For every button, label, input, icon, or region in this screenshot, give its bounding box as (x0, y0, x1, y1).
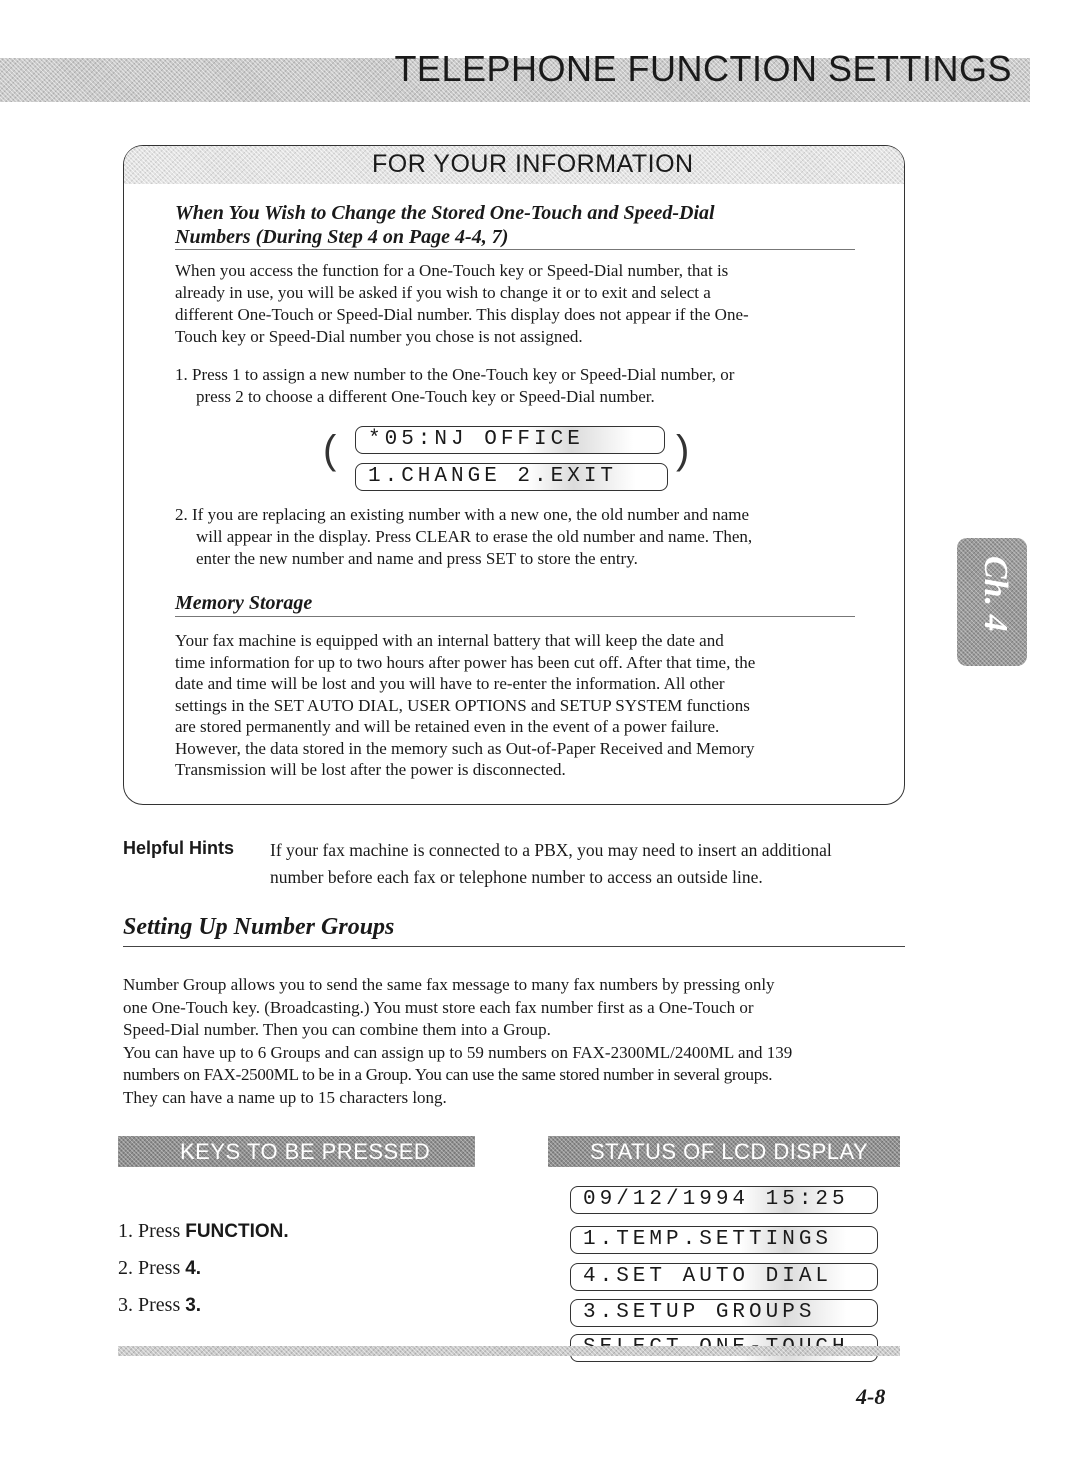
memory-text-line: date and time will be lost and you will have to re-enter the information. All other (175, 674, 725, 693)
key-step (118, 1294, 201, 1317)
lcd-status-line: 1.TEMP.SETTINGS (570, 1226, 878, 1254)
info-step2-line3: enter the new number and name and press SET to store the entry. (196, 549, 638, 568)
key-step-key: FUNCTION. (185, 1221, 289, 1242)
info-intro (175, 260, 857, 348)
chapter-tab-label: Ch. 4 (977, 556, 1014, 632)
info-step2-line2: will appear in the display. Press CLEAR to erase the old number and name. Then, (196, 527, 753, 546)
section-title: Setting Up Number Groups (123, 914, 395, 940)
info-step1-line1: 1. Press 1 to assign a new number to the One-Touch key or Speed-Dial number, or (175, 365, 735, 384)
key-step-text: Press (138, 1257, 181, 1279)
section-body-line: Number Group allows you to send the same fax message to many fax numbers by pressing only (123, 975, 775, 994)
memory-text-line: are stored permanently and will be retained even in the event of a power failure. (175, 717, 720, 736)
info-heading-line1: When You Wish to Change the Stored One-Touch and Speed-Dial (175, 202, 715, 224)
memory-heading: Memory Storage (175, 592, 313, 614)
section-body-line: one One-Touch key. (Broadcasting.) You must store each fax number first as a One-Touch or (123, 997, 754, 1017)
lcd-left-bracket: ( (323, 428, 337, 472)
lcd-status-line: 09/12/1994 15:25 (570, 1186, 878, 1214)
section-body (123, 974, 907, 1109)
lcd-right-bracket: ) (676, 428, 690, 472)
memory-text-line: Your fax machine is equipped with an internal battery that will keep the date and (175, 631, 724, 650)
key-step-text: Press (138, 1294, 181, 1316)
info-step2-line1: 2. If you are replacing an existing number with a new one, the old number and name (175, 505, 750, 524)
keys-header: KEYS TO BE PRESSED (118, 1136, 475, 1167)
info-step1-line2: press 2 to choose a different One-Touch key or Speed-Dial number. (196, 387, 655, 406)
section-body-line: Speed-Dial number. Then you can combine them into a Group. (123, 1020, 551, 1039)
lcd-line: 1.CHANGE 2.EXIT (355, 463, 668, 491)
helpful-hints-line2: number before each fax or telephone number to access an outside line. (270, 867, 763, 887)
info-intro-line: When you access the function for a One-Touch key or Speed-Dial number, that is (175, 261, 729, 280)
info-intro-line: already in use, you will be asked if you wish to change it or to exit and select a (175, 283, 711, 302)
helpful-hints-line1: If your fax machine is connected to a PBX, you may need to insert an additional (270, 840, 832, 860)
footer-bar (118, 1346, 900, 1356)
lcd-line: *05:NJ OFFICE (355, 426, 665, 454)
lcd-status-header: STATUS OF LCD DISPLAY (548, 1136, 900, 1167)
info-box-title: FOR YOUR INFORMATION (372, 150, 694, 178)
page-header-title: TELEPHONE FUNCTION SETTINGS (394, 48, 1012, 89)
section-body-line: They can have a name up to 15 characters long. (123, 1087, 447, 1107)
memory-text (175, 630, 857, 781)
section-body-line: You can have up to 6 Groups and can assign up to 59 numbers on FAX-2300ML/2400ML and 139 (123, 1042, 793, 1062)
memory-text-line: time information for up to two hours after power has been cut off. After that time, the (175, 652, 756, 672)
key-step (118, 1257, 201, 1280)
key-step-key: 4. (185, 1258, 202, 1279)
key-step-number: 2. (118, 1257, 133, 1279)
key-step (118, 1220, 289, 1243)
key-step-number: 3. (118, 1294, 133, 1316)
lcd-status-line: 4.SET AUTO DIAL (570, 1263, 878, 1291)
info-intro-line: Touch key or Speed-Dial number you chose is not assigned. (175, 327, 583, 346)
helpful-hints-label: Helpful Hints (123, 838, 234, 858)
key-step-text: Press (138, 1220, 181, 1242)
info-heading-rule (175, 249, 855, 250)
key-step-number: 1. (118, 1220, 133, 1242)
section-rule (123, 946, 905, 947)
memory-text-line: However, the data stored in the memory such as Out-of-Paper Received and Memory (175, 738, 755, 758)
info-intro-line: different One-Touch or Speed-Dial number. This display does not appear if the One- (175, 305, 749, 324)
lcd-status-line: 3.SETUP GROUPS (570, 1299, 878, 1327)
memory-heading-rule (175, 616, 855, 617)
info-heading-line2: Numbers (During Step 4 on Page 4-4, 7) (175, 226, 509, 248)
key-step-key: 3. (185, 1295, 202, 1316)
memory-text-line: settings in the SET AUTO DIAL, USER OPTIONS and SETUP SYSTEM functions (175, 695, 750, 715)
memory-text-line: Transmission will be lost after the power is disconnected. (175, 760, 566, 779)
page-number: 4-8 (856, 1384, 886, 1409)
section-body-line: numbers on FAX-2500ML to be in a Group. You can use the same stored number in several groups. (123, 1065, 773, 1084)
